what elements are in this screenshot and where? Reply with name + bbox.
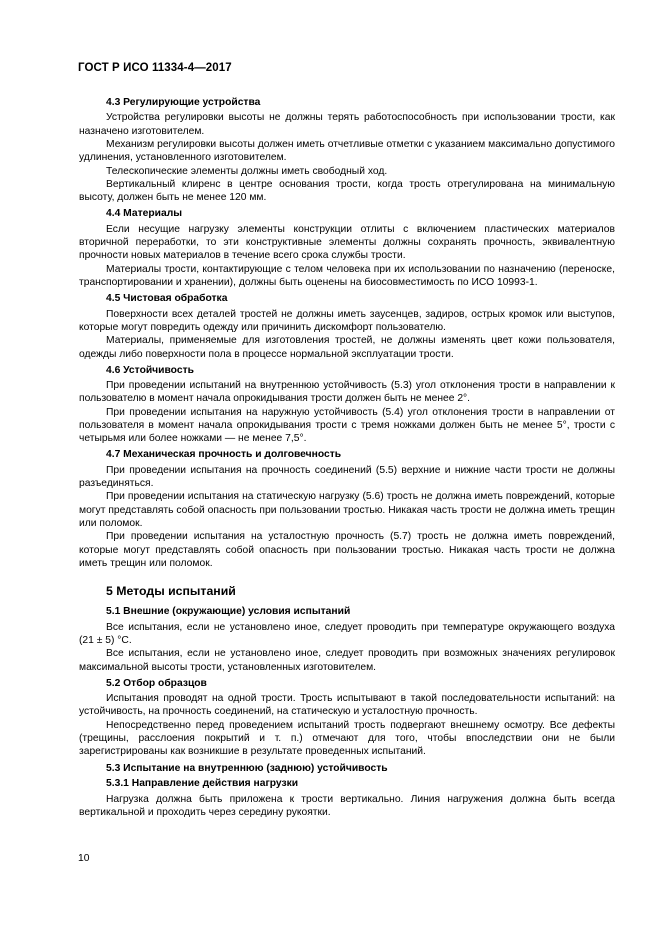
section-4-5-heading: 4.5 Чистовая обработка <box>106 293 228 305</box>
paragraph: Все испытания, если не установлено иное, следует проводить при температуре окружающего воздуха (21 ± 5) °С. <box>79 621 615 646</box>
section-4-3-heading: 4.3 Регулирующие устройства <box>106 97 261 108</box>
section-4-6-heading: 4.6 Устойчивость <box>106 364 194 376</box>
paragraph: Материалы трости, контактирующие с телом человека при их использовании по назначению (переноске, транспортировании и хранении), должны быть оценены на биосовместимость по ИСО 10993-1. <box>79 263 615 289</box>
paragraph: При проведении испытания на прочность соединений (5.5) верхние и нижние части трости не должны разъединяться. <box>79 464 615 490</box>
section-5-3-1-heading: 5.3.1 Направление действия нагрузки <box>106 778 299 790</box>
section-5-1-heading: 5.1 Внешние (окружающие) условия испытаний <box>106 606 351 618</box>
section-5-2-heading: 5.2 Отбор образцов <box>106 677 207 689</box>
paragraph: Все испытания, если не установлено иное, следует проводить при возможных значениях регулировок максимальной высоты трости, установленных изготовителем. <box>79 648 615 673</box>
section-4-4-heading: 4.4 Материалы <box>106 208 183 220</box>
paragraph: При проведении испытания на усталостную прочность (5.7) трость не должна иметь повреждений, которые могут представлять собой опасность при пользовании тростью. Никакая часть трости не должна иметь трещин или поломок. <box>79 531 615 569</box>
standard-header: ГОСТ Р ИСО 11334-4—2017 <box>78 62 232 74</box>
paragraph: Испытания проводят на одной трости. Трость испытывают в такой последовательности испытаний: на устойчивость, на прочность соединений, на статическую и усталостную прочность. <box>79 693 615 718</box>
paragraph: Телескопические элементы должны иметь свободный ход. <box>106 165 388 177</box>
paragraph: Материалы, применяемые для изготовления тростей, не должны изменять цвет кожи пользователя, одежды либо поверхности пола в процессе нормальной эксплуатации трости. <box>79 335 615 360</box>
paragraph: Нагрузка должна быть приложена к трости вертикально. Линия нагружения должна быть всегда вертикальной и проходить через середину рукоятки. <box>79 793 615 818</box>
paragraph: Поверхности всех деталей тростей не должны иметь заусенцев, задиров, острых кромок или выступов, которые могут повредить одежду или причинить дискомфорт пользователю. <box>79 308 615 333</box>
paragraph: Если несущие нагрузку элементы конструкции отлиты с включением пластических материалов вторичной переработки, то эти конструктивные элементы должны сохранять прочность, эквивалентную прочности новых материалов в течение всего срока службы трости. <box>79 223 615 262</box>
paragraph: При проведении испытания на статическую нагрузку (5.6) трость не должна иметь повреждений, которые могут представлять собой опасность при пользовании тростью. Никакая часть трости не должна иметь трещин или поломок. <box>79 491 615 530</box>
section-4-7-heading: 4.7 Механическая прочность и долговечность <box>106 449 342 461</box>
paragraph: Устройства регулировки высоты не должны терять работоспособность при использовании трости, как назначено изготовителем. <box>79 112 615 137</box>
paragraph: При проведении испытания на наружную устойчивость (5.4) угол отклонения трости в направлении от пользователя в момент начала опрокидывания трости с тремя ножками должен быть не менее 5°, трости с четырьмя или более ножками — не менее 7,5°. <box>79 406 615 445</box>
paragraph: При проведении испытаний на внутреннюю устойчивость (5.3) угол отклонения трости в направлении к пользователю в момент начала опрокидывания трости должен быть не менее 2°. <box>79 380 615 405</box>
document-body <box>79 96 615 819</box>
paragraph: Механизм регулировки высоты должен иметь отчетливые отметки с указанием максимально допустимого удлинения, установленного изготовителем. <box>79 139 615 164</box>
section-5-heading: 5 Методы испытаний <box>106 584 236 599</box>
page-number: 10 <box>78 853 90 864</box>
paragraph: Непосредственно перед проведением испытаний трость подвергают внешнему осмотру. Все дефекты (трещины, расслоения покрытий и т. п.) отмечают для того, чтобы впоследствии они не были зарегистрированы как возникшие в результате проведенных испытаний. <box>79 719 615 758</box>
paragraph: Вертикальный клиренс в центре основания трости, когда трость отрегулирована на минимальную высоту, должен быть не менее 120 мм. <box>79 178 615 204</box>
section-5-3-heading: 5.3 Испытание на внутреннюю (заднюю) устойчивость <box>106 762 388 774</box>
